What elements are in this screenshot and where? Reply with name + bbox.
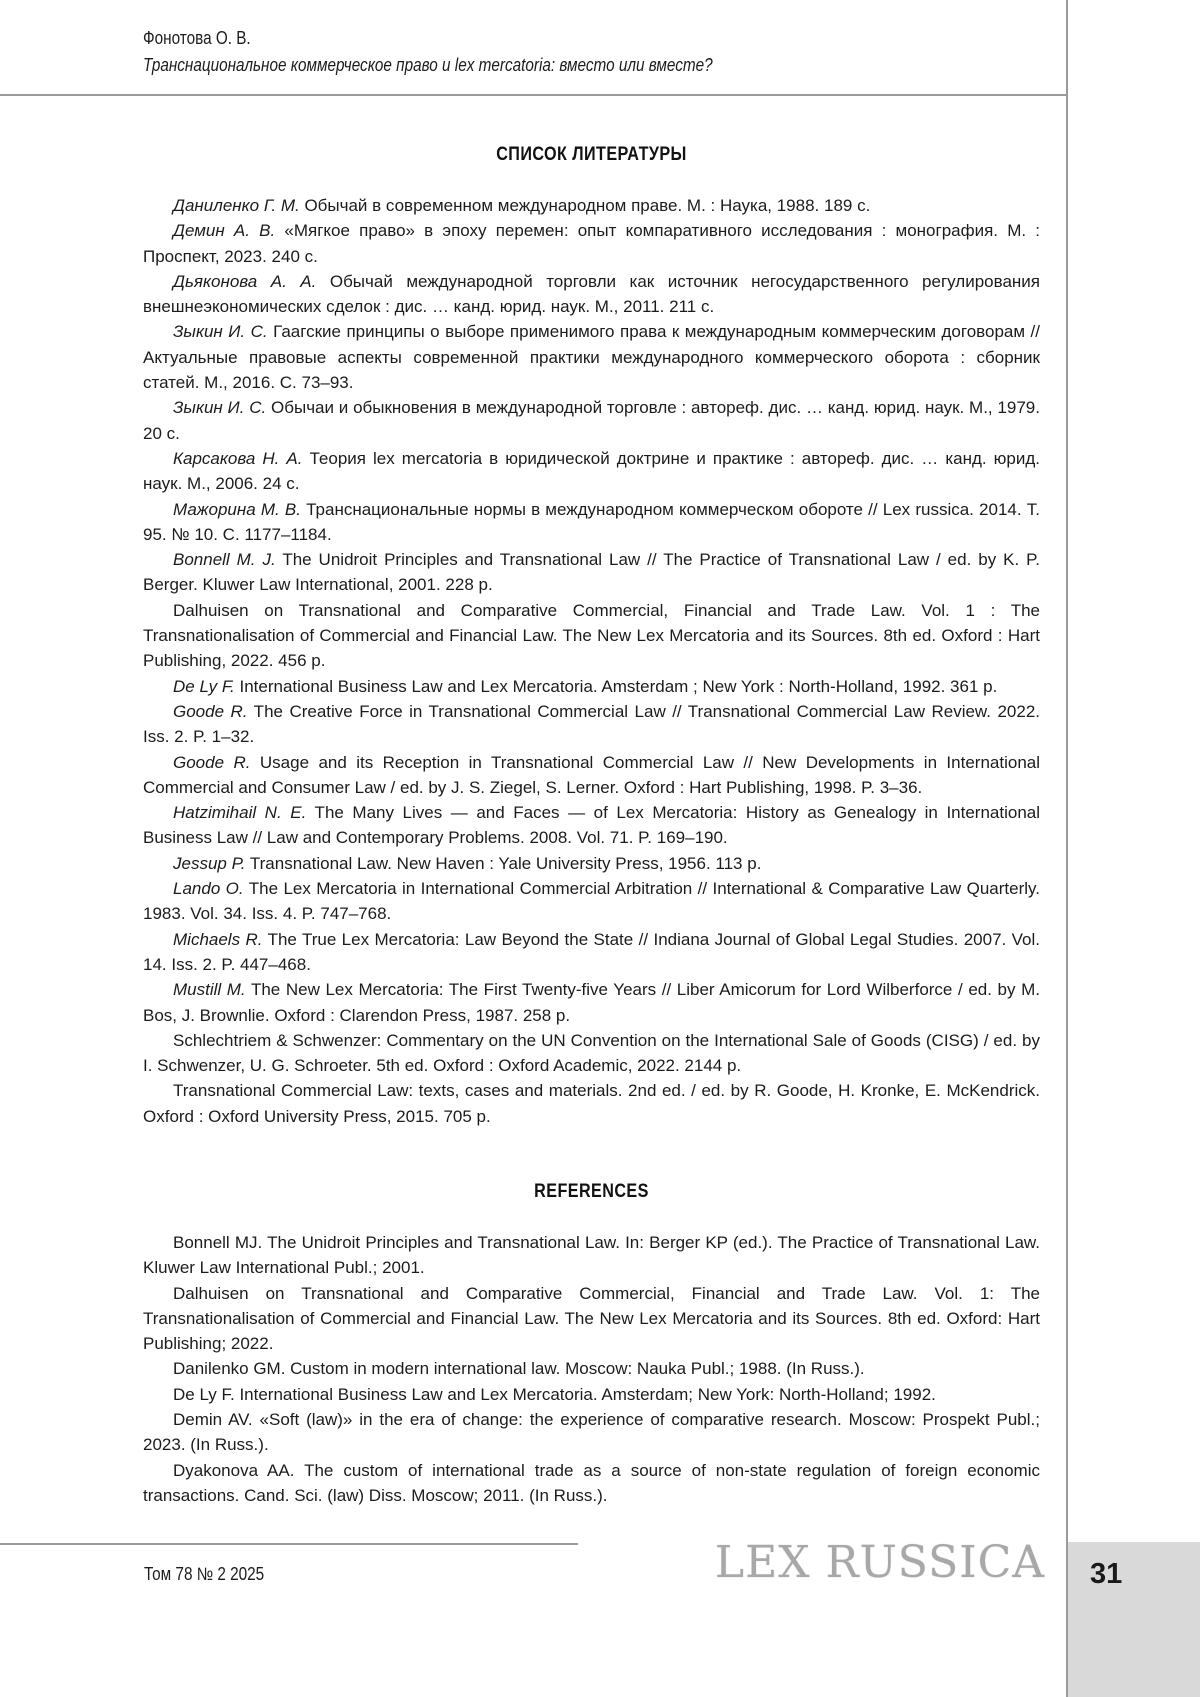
entry-author: Демин А. В.: [173, 221, 276, 241]
entry-text: The Many Lives — and Faces — of Lex Mercatoria: History as Genealogy in International Business Law // Law and Contemporary Problems. 2008. Vol. 71. P. 169–190.: [143, 803, 1041, 848]
footer-divider: [0, 1543, 578, 1545]
entry-text: The True Lex Mercatoria: Law Beyond the State // Indiana Journal of Global Legal Studies. 2007. Vol. 14. Iss. 2. P. 447–468.: [143, 929, 1040, 974]
entry-text: Обычаи и обыкновения в международной торговле : автореф. дис. … канд. юрид. наук. М., 1979. 20 с.: [143, 398, 1040, 443]
entry-text: Usage and its Reception in Transnational Commercial Law // New Developments in International Commercial and Consumer Law / ed. by J. S. Ziegel, S. Lerner. Oxford : Hart Publishing, 1998. P. 3–36.: [143, 752, 1040, 797]
entry-author: Hatzimihail N. E.: [173, 803, 307, 823]
entry-author: Карсакова Н. А.: [173, 448, 303, 468]
entry-author: Goode R.: [173, 752, 251, 772]
entry-author: De Ly F.: [173, 676, 235, 696]
bibliography-heading: СПИСОК ЛИТЕРАТУРЫ: [496, 144, 687, 165]
bibliography-entry: [143, 699, 1040, 750]
entry-author: Зыкин И. С.: [173, 322, 268, 342]
reference-entry: [143, 1230, 1040, 1281]
entry-text: International Business Law and Lex Mercatoria. Amsterdam ; New York : North-Holland, 1992. 361 p.: [234, 676, 998, 696]
bibliography-entry: [143, 750, 1040, 801]
bibliography-entry: [143, 598, 1040, 674]
entry-author: Jessup P.: [173, 853, 246, 873]
entry-text: Demin AV. «Soft (law)» in the era of change: the experience of comparative research. Moscow: Prospekt Publ.; 2023. (In Russ.).: [143, 1410, 1040, 1455]
entry-text: Гаагские принципы о выборе применимого права к международным коммерческим договорам // Актуальные правовые аспекты современной практики международного коммерческого оборота : сборник статей. М., 2016. С. 73–93.: [143, 322, 1040, 393]
running-header: [143, 28, 908, 76]
entry-author: Зыкин И. С.: [173, 398, 267, 418]
reference-entry: [143, 1407, 1040, 1458]
page-content: [143, 144, 1040, 1508]
entry-text: Transnational Commercial Law: texts, cases and materials. 2nd ed. / ed. by R. Goode, H. Kronke, E. McKendrick. Oxford : Oxford University Press, 2015. 705 p.: [143, 1081, 1040, 1126]
entry-author: Дьяконова А. А.: [173, 271, 317, 291]
bibliography-entry: [143, 319, 1040, 395]
entry-text: Обычай международной торговли как источник негосударственного регулирования внешнеэкономических сделок : дис. … канд. юрид. наук. М., 2011. 211 с.: [143, 271, 1040, 317]
bibliography-entry: [143, 851, 1040, 876]
entry-text: «Мягкое право» в эпоху перемен: опыт компаративного исследования : монография. М. : Проспект, 2023. 240 с.: [143, 221, 1040, 266]
lex-russica-logo: LEX RUSSICA: [714, 1537, 1046, 1588]
bibliography-entry: [143, 269, 1040, 320]
bibliography-entry: [143, 547, 1040, 598]
bibliography-entry: [143, 876, 1040, 927]
page-number-box: [1068, 1542, 1200, 1697]
section-spacer: [143, 1129, 1040, 1181]
entry-text: Транснациональные нормы в международном коммерческом обороте // Lex russica. 2014. Т. 95. № 10. С. 1177–1184.: [143, 499, 1040, 544]
bibliography-entry: [143, 674, 1040, 699]
entry-text: The Lex Mercatoria in International Commercial Arbitration // International & Comparative Law Quarterly. 1983. Vol. 34. Iss. 4. P. 747–768.: [143, 879, 1040, 924]
entry-text: Dalhuisen on Transnational and Comparative Commercial, Financial and Trade Law. Vol. 1: The Transnationalisation of Commercial and Financial Law. The New Lex Mercatoria and its Sources. 8th ed. Oxford: Hart Publishing; 2022.: [143, 1283, 1040, 1354]
footer-issue-label: Том 78 № 2 2025: [144, 1564, 265, 1584]
running-header-author: Фонотова О. В.: [143, 28, 251, 48]
entry-text: The Creative Force in Transnational Commercial Law // Transnational Commercial Law Review. 2022. Iss. 2. P. 1–32.: [143, 701, 1040, 747]
page-number: 31: [1090, 1558, 1123, 1590]
entry-text: Обычай в современном международном праве. М. : Наука, 1988. 189 с.: [299, 196, 871, 215]
reference-entry: [143, 1281, 1040, 1357]
bibliography-entry: [143, 395, 1040, 446]
bibliography-list: [143, 193, 1040, 1129]
entry-author: Мажорина М. В.: [173, 499, 301, 519]
entry-author: Michaels R.: [173, 929, 263, 949]
bibliography-entry: [143, 446, 1040, 497]
entry-text: The Unidroit Principles and Transnational Law // The Practice of Transnational Law / ed. by K. P. Berger. Kluwer Law International, 2001. 228 p.: [143, 550, 1041, 595]
entry-author: Mustill M.: [173, 980, 246, 1000]
entry-text: The New Lex Mercatoria: The First Twenty-five Years // Liber Amicorum for Lord Wilberforce / ed. by M. Bos, J. Brownlie. Oxford : Clarendon Press, 1987. 258 p.: [143, 980, 1040, 1025]
header-divider: [0, 94, 1067, 96]
bibliography-entry: [143, 800, 1040, 851]
entry-text: Bonnell MJ. The Unidroit Principles and Transnational Law. In: Berger KP (ed.). The Practice of Transnational Law. Kluwer Law International Publ.; 2001.: [143, 1232, 1040, 1278]
reference-entry: [143, 1382, 1040, 1407]
entry-text: Теория lex mercatoria в юридической доктрине и практике : автореф. дис. … канд. юрид. наук. М., 2006. 24 с.: [143, 448, 1040, 494]
entry-text: Dyakonova AA. The custom of international trade as a source of non-state regulation of foreign economic transactions. Cand. Sci. (law) Diss. Moscow; 2011. (In Russ.).: [143, 1460, 1040, 1505]
bibliography-entry: [143, 193, 1040, 218]
entry-text: Dalhuisen on Transnational and Comparative Commercial, Financial and Trade Law. Vol. 1 : The Transnationalisation of Commercial and Financial Law. The New Lex Mercatoria and its Sources. 8th ed. Oxford : Hart Publishing, 2022. 456 p.: [143, 600, 1040, 671]
entry-text: Transnational Law. New Haven : Yale University Press, 1956. 113 p.: [245, 853, 762, 873]
bibliography-entry: [143, 497, 1040, 548]
bibliography-entry: [143, 1078, 1040, 1129]
bibliography-entry: [143, 927, 1040, 978]
entry-author: Bonnell M. J.: [173, 550, 276, 570]
entry-text: Danilenko GM. Custom in modern international law. Moscow: Nauka Publ.; 1988. (In Russ.).: [173, 1359, 865, 1379]
running-header-article-title: Транснациональное коммерческое право и lex mercatoria: вместо или вместе?: [143, 55, 713, 75]
entry-text: De Ly F. International Business Law and Lex Mercatoria. Amsterdam; New York: North-Holland; 1992.: [173, 1384, 936, 1404]
entry-author: Даниленко Г. М.: [173, 196, 300, 215]
entry-author: Lando O.: [173, 879, 244, 899]
bibliography-entry: [143, 218, 1040, 269]
references-list: [143, 1230, 1040, 1508]
entry-text: Schlechtriem & Schwenzer: Commentary on the UN Convention on the International Sale of Goods (CISG) / ed. by I. Schwenzer, U. G. Schroeter. 5th ed. Oxford : Oxford Academic, 2022. 2144 p.: [143, 1030, 1040, 1076]
reference-entry: [143, 1356, 1040, 1381]
references-heading: REFERENCES: [534, 1180, 649, 1202]
bibliography-entry: [143, 1028, 1040, 1079]
bibliography-entry: [143, 977, 1040, 1028]
reference-entry: [143, 1458, 1040, 1509]
right-margin-divider: [1066, 0, 1068, 1697]
entry-author: Goode R.: [173, 701, 248, 721]
